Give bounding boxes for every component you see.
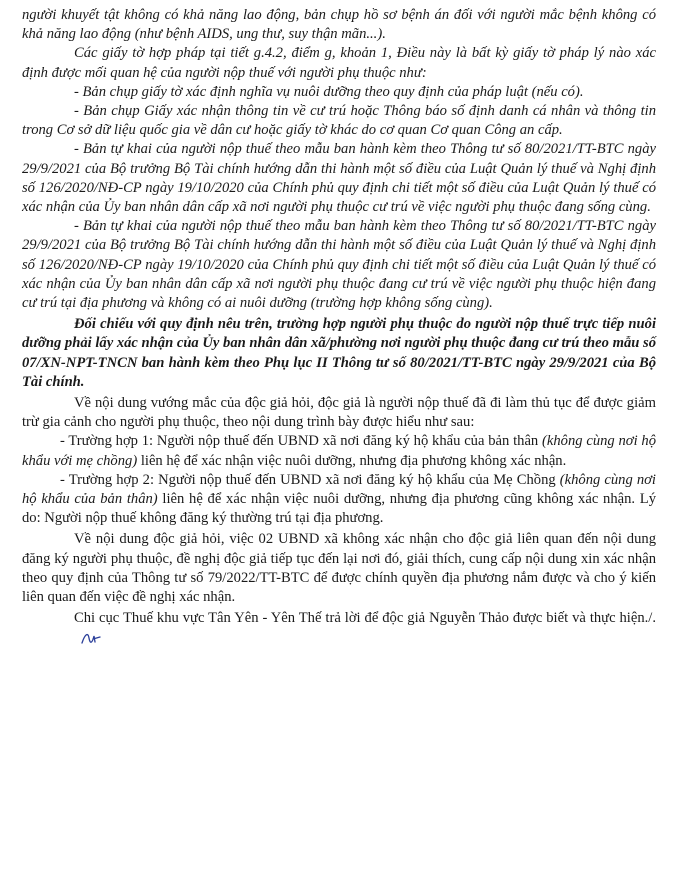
paragraph-case-2: [22, 471, 656, 529]
paragraph-legal-documents: Các giấy tờ hợp pháp tại tiết g.4.2, điểm g, khoản 1, Điều này là bất kỳ giấy tờ pháp lý nào xác định được mối quan hệ của người nộp thuế với người phụ thuộc như:: [22, 45, 656, 81]
case-2-lead: - Trường hợp 2: Người nộp thuế đến UBND xã nơi đăng ký hộ khẩu của Mẹ Chồng: [60, 471, 556, 488]
case-1-note: (không cùng nơi hộ khẩu với mẹ chồng): [22, 433, 657, 469]
paragraph-disability-docs: người khuyết tật không có khả năng lao động, bản chụp hồ sơ bệnh án đối với người mắc bệnh không có khả năng lao động (như bệnh AIDS, ung thư, suy thận mãn...).: [22, 7, 656, 43]
bullet-custody-obligation: - Bản chụp giấy tờ xác định nghĩa vụ nuôi dưỡng theo quy định của pháp luật (nếu có).: [74, 83, 584, 100]
case-2-note: (không cùng nơi hộ khẩu của bản thân): [22, 471, 656, 508]
bullet-self-declaration-living-together: - Bản tự khai của người nộp thuế theo mẫu ban hành kèm theo Thông tư số 80/2021/TT-BTC ngày 29/9/2021 của Bộ trưởng Bộ Tài chính hướng dẫn thi hành một số điều của Luật Quản lý thuế và Nghị định số 126/2020/NĐ-CP ngày 19/10/2020 của Chính phủ quy định chi tiết một số điều của Luật Quản lý thuế có xác nhận của Ủy ban nhân dân cấp xã nơi người phụ thuộc cư trú về việc người phụ thuộc đang sống cùng.: [22, 141, 656, 216]
paragraph-case-1: [22, 432, 656, 470]
bullet-residence-confirmation: - Bản chụp Giấy xác nhận thông tin về cư trú hoặc Thông báo số định danh cá nhân và thông tin trong Cơ sở dữ liệu quốc gia về dân cư hoặc giấy tờ khác do cơ quan Cơ quan Công an cấp.: [22, 103, 656, 139]
paragraph-conclusion-bold: Đối chiếu với quy định nêu trên, trường hợp người phụ thuộc do người nộp thuế trực tiếp nuôi dưỡng phải lấy xác nhận của Ủy ban nhân dân xã/phường nơi người phụ thuộc đang cư trú theo mẫu số 07/XN-NPT-TNCN ban hành kèm theo Phụ lục II Thông tư số 80/2021/TT-BTC ngày 29/9/2021 của Bộ Tài chính.: [22, 316, 656, 390]
closing-text: Chi cục Thuế khu vực Tân Yên - Yên Thế trả lời để độc giả Nguyễn Thảo được biết và thực hiện./.: [74, 610, 656, 627]
case-1-lead: - Trường hợp 1: Người nộp thuế đến UBND xã nơi đăng ký hộ khẩu của bản thân: [60, 433, 539, 450]
paragraph-closing: [22, 609, 656, 647]
bullet-self-declaration-not-living-together: - Bản tự khai của người nộp thuế theo mẫu ban hành kèm theo Thông tư số 80/2021/TT-BTC ngày 29/9/2021 của Bộ trưởng Bộ Tài chính hướng dẫn thi hành một số điều của Luật Quản lý thuế và Nghị định số 126/2020/NĐ-CP ngày 19/10/2020 của Chính phủ quy định chi tiết một số điều của Luật Quản lý thuế có xác nhận của Ủy ban nhân dân cấp xã nơi người phụ thuộc đang cư trú về việc người phụ thuộc hiện đang cư trú tại địa phương và không có ai nuôi dưỡng (trường hợp không sống cùng).: [22, 218, 656, 312]
paragraph-answer: Về nội dung độc giả hỏi, việc 02 UBND xã không xác nhận cho độc giả liên quan đến nội dung đăng ký người phụ thuộc, đề nghị độc giả tiếp tục đến lại nơi đó, giải thích, cung cấp nội dung xin xác nhận theo quy định của Thông tư số 79/2022/TT-BTC để được chính quyền địa phương nắm được và cho ý kiến liên quan đến việc đề nghị xác nhận.: [22, 531, 656, 606]
document-body: [22, 6, 656, 648]
initials-signature-icon: [28, 630, 50, 646]
paragraph-issue-summary: Về nội dung vướng mắc của độc giả hỏi, độc giả là người nộp thuế đã đi làm thủ tục để được giảm trừ gia cảnh cho người phụ thuộc, theo nội dung trình bày được hiểu như sau:: [22, 395, 656, 431]
case-2-tail: liên hệ để xác nhận việc nuôi dưỡng, nhưng địa phương cũng không xác nhận. Lý do: Người nộp thuế không đăng ký thường trú tại địa phương.: [22, 491, 656, 527]
case-1-tail: liên hệ để xác nhận việc nuôi dưỡng, nhưng địa phương không xác nhận.: [140, 452, 567, 469]
